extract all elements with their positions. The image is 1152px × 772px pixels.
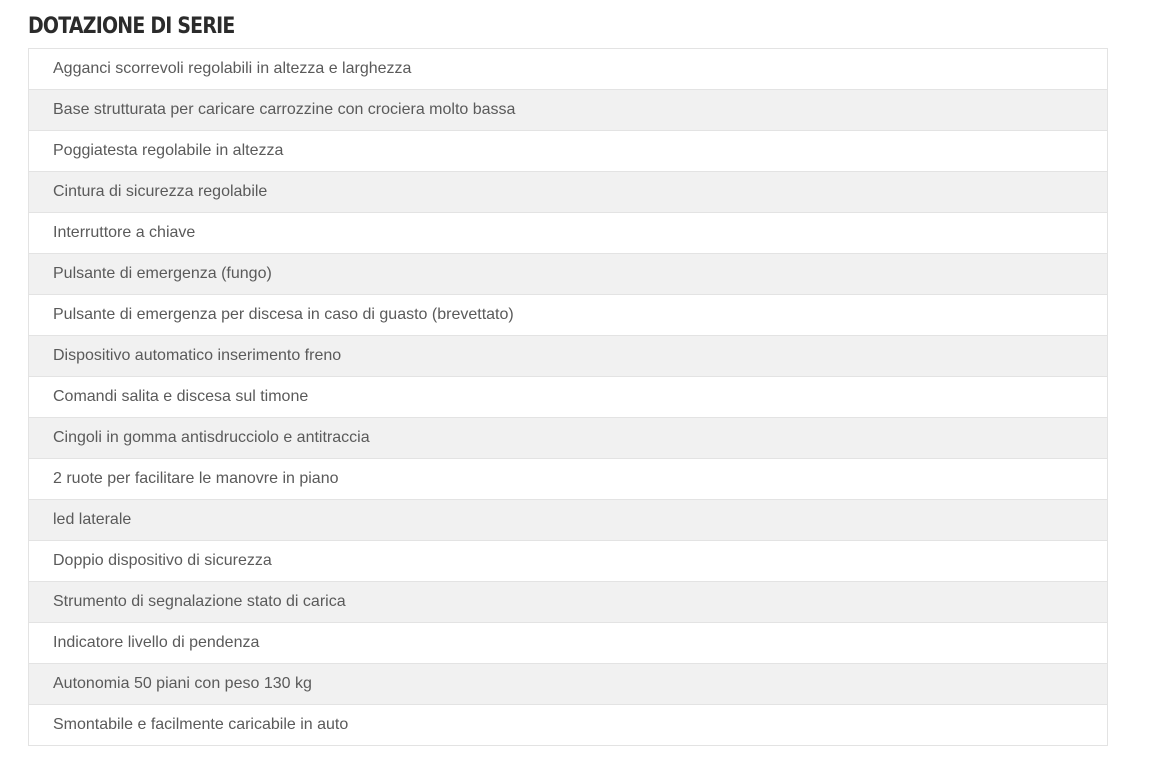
feature-cell: Strumento di segnalazione stato di carica [29, 582, 1108, 623]
table-row [29, 172, 1108, 213]
feature-cell: Autonomia 50 piani con peso 130 kg [29, 664, 1108, 705]
feature-cell: Agganci scorrevoli regolabili in altezza e larghezza [29, 49, 1108, 90]
feature-cell: led laterale [29, 500, 1108, 541]
table-row [29, 49, 1108, 90]
table-row [29, 90, 1108, 131]
table-row [29, 623, 1108, 664]
feature-cell: Dispositivo automatico inserimento freno [29, 336, 1108, 377]
table-row [29, 582, 1108, 623]
table-row [29, 336, 1108, 377]
features-table [28, 48, 1108, 746]
table-row [29, 254, 1108, 295]
table-row [29, 459, 1108, 500]
table-row [29, 377, 1108, 418]
table-row [29, 541, 1108, 582]
table-row [29, 131, 1108, 172]
feature-cell: Indicatore livello di pendenza [29, 623, 1108, 664]
table-row [29, 418, 1108, 459]
section-title: DOTAZIONE DI SERIE [28, 14, 235, 39]
feature-cell: Cintura di sicurezza regolabile [29, 172, 1108, 213]
feature-cell: Smontabile e facilmente caricabile in auto [29, 705, 1108, 746]
feature-cell: Poggiatesta regolabile in altezza [29, 131, 1108, 172]
feature-cell: Interruttore a chiave [29, 213, 1108, 254]
feature-cell: Pulsante di emergenza per discesa in caso di guasto (brevettato) [29, 295, 1108, 336]
feature-cell: 2 ruote per facilitare le manovre in piano [29, 459, 1108, 500]
feature-cell: Comandi salita e discesa sul timone [29, 377, 1108, 418]
feature-cell: Base strutturata per caricare carrozzine con crociera molto bassa [29, 90, 1108, 131]
table-row [29, 213, 1108, 254]
table-row [29, 500, 1108, 541]
table-row [29, 705, 1108, 746]
feature-cell: Pulsante di emergenza (fungo) [29, 254, 1108, 295]
feature-cell: Doppio dispositivo di sicurezza [29, 541, 1108, 582]
table-row [29, 295, 1108, 336]
feature-cell: Cingoli in gomma antisdrucciolo e antitraccia [29, 418, 1108, 459]
table-row [29, 664, 1108, 705]
